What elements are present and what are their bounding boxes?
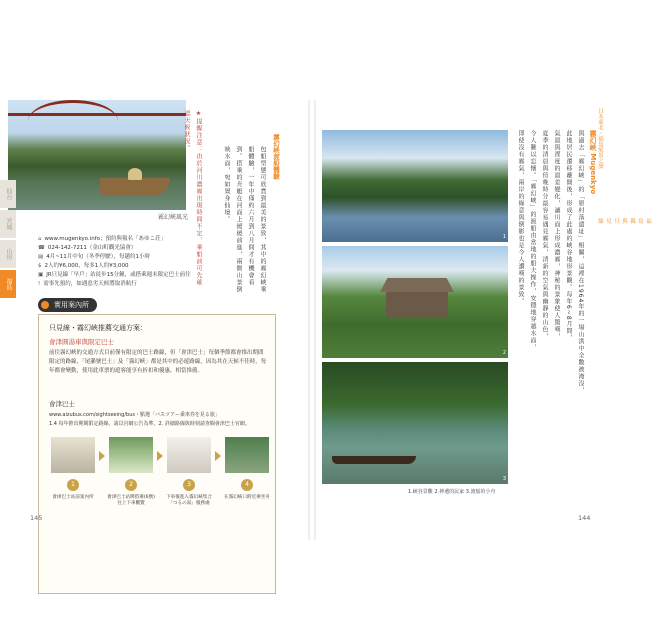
box-paragraph: 前往霧幻峽的交通方式目前僅有限定的巴士路線，但「會津巴士」每個季節都會推出期間限定的路線，「尾瀨號巴士」及「霧幻峽」都是其中的必遊路線，因為其在天候不佳時，每年都會變動，使用此車票的遊客能享有折扣和優惠，相當推薦。	[49, 350, 267, 374]
tab-yamagata[interactable]: 山形	[0, 240, 16, 268]
photo-number: 2	[502, 350, 506, 356]
info-text: 024-142-7211（金山町觀光協會）	[47, 245, 137, 251]
alert-icon: !	[38, 281, 41, 287]
section-heading: 霧幻峽渡船體驗	[272, 134, 280, 180]
page-number-left: 145	[30, 514, 43, 522]
section-tag: 日本東北・福島絕景之旅	[597, 108, 603, 169]
arrow-right-icon	[157, 451, 163, 461]
step-4	[225, 437, 269, 507]
red-bridge-shape	[8, 100, 186, 116]
body-column: 即使沒有霧氣，兩岸的綠意與倒影也是令人讚嘆的景致。	[517, 130, 524, 305]
box-title	[38, 298, 97, 312]
photo-caption: 霧幻峽風光	[158, 214, 189, 221]
box-url[interactable]: www.aizubus.com/sightseeing/bus・點選「バスツアー乗車券を見る旅」	[49, 412, 220, 418]
info-text: JR只見線「早戶」站徒步15分鐘，或搭乘週末限定巴士前往	[46, 272, 191, 278]
note-text: ★提醒注意：由於河川濃霧出現時間不定，乘船前可先確認天候狀況。	[183, 110, 202, 286]
info-text: 需事先預約，如遇惡劣天候將取消航行	[43, 281, 137, 287]
book-spine	[308, 100, 316, 540]
info-row	[38, 253, 216, 262]
box-subheading-2: 會津巴士	[49, 400, 75, 408]
step-badge: 2	[125, 479, 137, 491]
info-text: www.mugenkyo.info；預約與報名「あゆこ荘」	[44, 236, 167, 242]
mountain-photo	[322, 130, 508, 242]
step-label: 會津巴士站前案內所	[52, 495, 94, 500]
step-photo	[225, 437, 269, 473]
heading: 霧幻峽 Mugenkyo	[589, 130, 597, 195]
tab-miyagi[interactable]: 宮城	[0, 210, 16, 238]
right-page	[316, 100, 651, 540]
photo-number: 1	[502, 234, 506, 240]
box-title-text: 實用案內所	[54, 301, 89, 309]
tab-fukushima[interactable]: 福島	[0, 270, 16, 298]
step-badge: 1	[67, 479, 79, 491]
step-photo	[51, 437, 95, 473]
left-page	[8, 100, 308, 540]
info-box	[38, 314, 276, 594]
village-photo	[322, 246, 508, 358]
train-icon: ▣	[38, 272, 44, 278]
photo-number: 3	[502, 476, 506, 482]
info-row	[38, 235, 216, 244]
step-1	[51, 437, 95, 507]
tab-sendai[interactable]: 仙台	[0, 180, 16, 208]
step-badge: 3	[183, 479, 195, 491]
house-shape	[386, 290, 448, 318]
page-number-right: 144	[578, 514, 591, 522]
step-label: 在霧幻峽口附近乘坐舟	[224, 495, 270, 500]
bridge-photo	[8, 100, 186, 210]
step-badge: 4	[241, 479, 253, 491]
body-column: 與過去「霧幻峽」的「原村落遺址」相關，這裡在1964年的一場山洪中全數被淹沒，	[577, 130, 584, 395]
info-dot-icon	[41, 301, 49, 309]
step-3	[167, 437, 211, 507]
info-row	[38, 244, 216, 253]
step-photo	[167, 437, 211, 473]
box-note: 1.4 每年推出期間限定路線，請以官網公告為準。2. 詳細路線與時刻請查閱會津巴士官網。	[49, 421, 250, 427]
body-text: 包船型態可欣賞到最美的景致，其中的霧幻峽乘船體驗，一年中僅約六月到八月間才有機會看到。搭乘的舟艇在河面上緩緩前進，兩側山景倒映水面，宛如置身仙境。	[223, 146, 266, 293]
arrow-right-icon	[215, 451, 221, 461]
step-2	[109, 437, 153, 507]
box-heading: 只見線・霧幻峽推薦交通方案：	[49, 324, 147, 332]
box-subheading: 會津圓湯車與限定巴士	[49, 338, 114, 346]
section-tag-2: 福島縣與只見線	[597, 218, 651, 224]
body-column: 夏季的清晨與傍晚時分最容易遇見霧氣，清新的空氣與幽靜的山色，	[541, 130, 548, 340]
info-list	[38, 235, 216, 289]
body-column: 此地居民遷移離開後，形成了此處的峽谷地形景觀。每年6~8月間，	[565, 130, 572, 342]
info-row	[38, 262, 216, 271]
web-icon: ⌂	[38, 236, 42, 242]
info-row	[38, 271, 216, 280]
lake-photo	[322, 362, 508, 484]
phone-icon: ☎	[38, 245, 45, 251]
section-strip	[594, 108, 651, 228]
photos-caption: 1.峽谷景觀 2.神遺的民家 3.渡船的小舟	[408, 489, 496, 495]
body-column: 令人難以忘懷。「霧幻峽」的渡船由當地的船夫操作，安穩地穿越水面，	[529, 130, 536, 351]
boat-shape	[100, 178, 170, 196]
calendar-icon: ▤	[38, 254, 44, 260]
step-photo	[109, 437, 153, 473]
step-label: 會津巴士站牌搭乘(6號)往上下車觀覽	[107, 495, 155, 506]
info-text: 4月~11月中旬（冬季停駛），每趟約1小時	[46, 254, 151, 260]
arrow-right-icon	[99, 451, 105, 461]
boat-shape	[332, 456, 416, 464]
body-column: 氣溫與溼度的溫差變化，讓川面上形成濃霧，神秘的景象使人驚嘆，	[553, 130, 560, 340]
step-label: 下車後進入霧幻峽集合「つるの湯」服務處	[166, 495, 212, 506]
info-row	[38, 280, 216, 289]
money-icon: $	[38, 263, 42, 269]
info-text: 2人約¥6,000，每多1人約¥3,000	[44, 263, 129, 269]
